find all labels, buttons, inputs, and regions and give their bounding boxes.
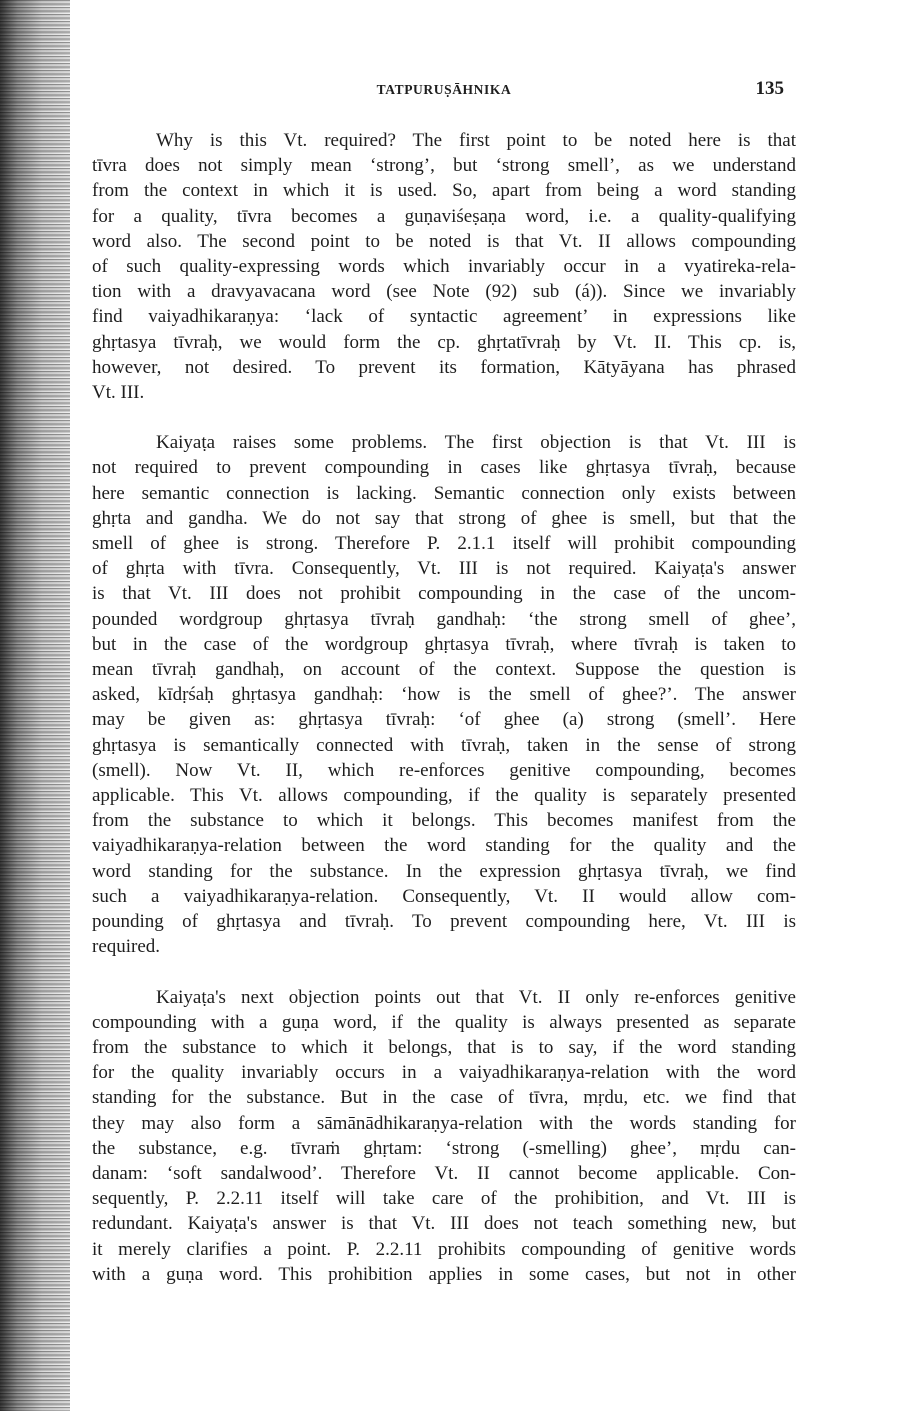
- text-line: it merely clarifies a point. P. 2.2.11 prohibits compounding of genitive words: [92, 1238, 796, 1260]
- text-line: smell of ghee is strong. Therefore P. 2.1.1 itself will prohibit compounding: [92, 533, 796, 555]
- text-line: Kaiyaṭa's next objection points out that Vt. II only re-enforces genitive: [156, 986, 796, 1008]
- text-line: vaiyadhikaraṇya-relation between the word standing for the quality and the: [92, 835, 796, 857]
- text-line: applicable. This Vt. allows compounding, if the quality is separately presented: [92, 785, 796, 807]
- text-line: find vaiyadhikaraṇya: ‘lack of syntactic agreement’ in expressions like: [92, 306, 796, 328]
- text-line: tīvra does not simply mean ‘strong’, but ‘strong smell’, as we understand: [92, 155, 796, 177]
- text-line: of ghṛta with tīvra. Consequently, Vt. III is not required. Kaiyaṭa's answer: [92, 558, 796, 580]
- text-line: word standing for the substance. In the expression ghṛtasya tīvraḥ, we find: [92, 860, 796, 882]
- text-line: asked, kīdṛśaḥ ghṛtasya gandhaḥ: ‘how is the smell of ghee?’. The answer: [92, 684, 796, 706]
- page-number: 135: [755, 78, 784, 99]
- text-line: ghṛta and gandha. We do not say that strong of ghee is smell, but that the: [92, 507, 796, 529]
- paragraph-3: [92, 985, 796, 1287]
- text-line: may be given as: ghṛtasya tīvraḥ: ‘of ghee (a) strong (smell’. Here: [92, 709, 796, 731]
- text-line: but in the case of the wordgroup ghṛtasya tīvraḥ, where tīvraḥ is taken to: [92, 633, 796, 655]
- text-line: word also. The second point to be noted is that Vt. II allows compounding: [92, 230, 796, 252]
- text-line: the substance, e.g. tīvraṁ ghṛtam: ‘strong (-smelling) ghee’, mṛdu can-: [92, 1137, 796, 1159]
- paragraph-2: [92, 430, 796, 959]
- text-line: of such quality-expressing words which invariably occur in a vyatireka-rela-: [92, 256, 796, 278]
- text-line: pounded wordgroup ghṛtasya tīvraḥ gandhaḥ: ‘the strong smell of ghee’,: [92, 608, 796, 630]
- scan-shadow-edge: [0, 0, 70, 1411]
- text-line: mean tīvraḥ gandhaḥ, on account of the context. Suppose the question is: [92, 659, 796, 681]
- text-line: from the substance to which it belongs. This becomes manifest from the: [92, 810, 796, 832]
- text-line: ghṛtasya is semantically connected with tīvraḥ, taken in the sense of strong: [92, 734, 796, 756]
- text-line: for the quality invariably occurs in a vaiyadhikaraṇya-relation with the word: [92, 1062, 796, 1084]
- text-line: for a quality, tīvra becomes a guṇaviśeṣaṇa word, i.e. a quality-qualifying: [92, 205, 796, 227]
- text-line: is that Vt. III does not prohibit compounding in the case of the uncom-: [92, 583, 796, 605]
- text-line: standing for the substance. But in the case of tīvra, mṛdu, etc. we find that: [92, 1087, 796, 1109]
- text-line: danam: ‘soft sandalwood’. Therefore Vt. II cannot become applicable. Con-: [92, 1162, 796, 1184]
- text-line: sequently, P. 2.2.11 itself will take care of the prohibition, and Vt. III is: [92, 1188, 796, 1210]
- text-line: such a vaiyadhikaraṇya-relation. Consequently, Vt. II would allow com-: [92, 885, 796, 907]
- text-line: they may also form a sāmānādhikaraṇya-relation with the words standing for: [92, 1112, 796, 1134]
- running-title: TATPURUṢĀHNIKA: [376, 82, 512, 97]
- text-line: pounding of ghṛtasya and tīvraḥ. To prevent compounding here, Vt. III is: [92, 911, 796, 933]
- text-line: redundant. Kaiyaṭa's answer is that Vt. III does not teach something new, but: [92, 1213, 796, 1235]
- text-line: required.: [92, 936, 161, 958]
- text-line: Why is this Vt. required? The first point to be noted here is that: [156, 130, 796, 151]
- text-line: ghṛtasya tīvraḥ, we would form the cp. ghṛtatīvraḥ by Vt. II. This cp. is,: [92, 331, 796, 353]
- paragraph-1: [92, 128, 796, 405]
- text-line: Kaiyaṭa raises some problems. The first objection is that Vt. III is: [156, 432, 796, 454]
- text-line: with a guṇa word. This prohibition applies in some cases, but not in other: [92, 1263, 796, 1285]
- text-line: not required to prevent compounding in cases like ghṛtasya tīvraḥ, because: [92, 457, 796, 479]
- text-line: from the context in which it is used. So, apart from being a word standing: [92, 180, 796, 202]
- text-line: tion with a dravyavacana word (see Note (92) sub (á)). Since we invariably: [92, 281, 796, 303]
- text-line: (smell). Now Vt. II, which re-enforces genitive compounding, becomes: [92, 759, 796, 781]
- text-line: from the substance to which it belongs, that is to say, if the word standing: [92, 1036, 796, 1058]
- text-line: Vt. III.: [92, 382, 145, 404]
- text-line: here semantic connection is lacking. Semantic connection only exists between: [92, 482, 796, 504]
- page-header: [92, 78, 796, 108]
- book-page: [92, 78, 796, 1287]
- text-line: however, not desired. To prevent its formation, Kātyāyana has phrased: [92, 356, 796, 378]
- text-line: compounding with a guṇa word, if the quality is always presented as separate: [92, 1011, 796, 1033]
